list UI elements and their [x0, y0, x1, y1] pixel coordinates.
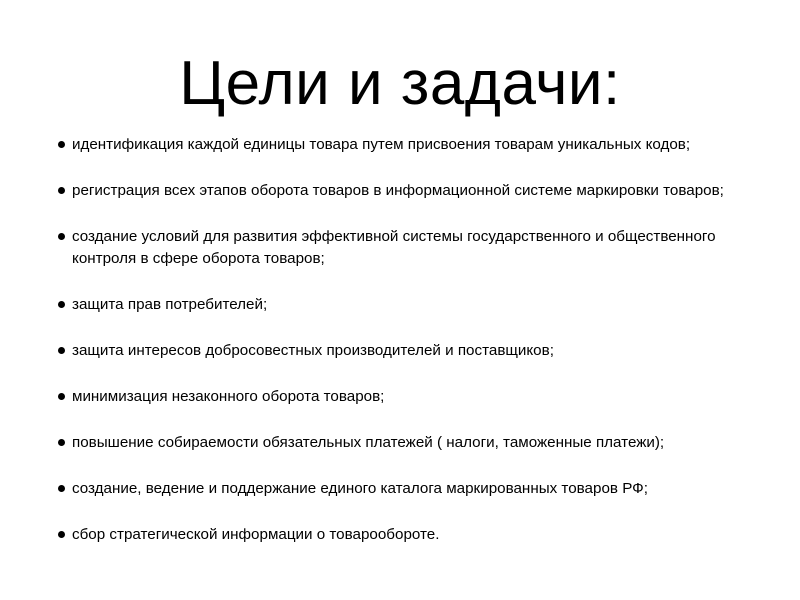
list-item-text: минимизация незаконного оборота товаров; [72, 388, 385, 405]
list-item-text: защита прав потребителей; [72, 296, 268, 313]
bullet-icon [58, 393, 65, 400]
bullet-icon [58, 531, 65, 538]
bullet-icon [58, 347, 65, 354]
list-item [58, 386, 748, 408]
list-item-text: регистрация всех этапов оборота товаров в информационной системе маркировки товаров; [72, 182, 724, 199]
bullet-icon [58, 233, 65, 240]
list-item-text: идентификация каждой единицы товара путем присвоения товарам уникальных кодов; [72, 136, 691, 153]
list-item [58, 226, 748, 270]
bullet-icon [58, 485, 65, 492]
list-item-text: создание условий для развития эффективной системы государственного и общественного контроля в сфере оборота товаров; [72, 228, 716, 267]
list-item [58, 294, 748, 316]
goals-list [58, 134, 748, 570]
bullet-icon [58, 187, 65, 194]
list-item [58, 432, 748, 454]
list-item [58, 180, 748, 202]
list-item-text: создание, ведение и поддержание единого каталога маркированных товаров РФ; [72, 480, 648, 497]
list-item [58, 134, 748, 156]
list-item-text: защита интересов добросовестных производителей и поставщиков; [72, 342, 554, 359]
slide-title: Цели и задачи: [179, 49, 621, 118]
list-item-text: повышение собираемости обязательных платежей ( налоги, таможенные платежи); [72, 434, 665, 451]
list-item-text: сбор стратегической информации о товарообороте. [72, 526, 440, 543]
bullet-icon [58, 301, 65, 308]
bullet-icon [58, 141, 65, 148]
list-item [58, 524, 748, 546]
list-item [58, 340, 748, 362]
list-item [58, 478, 748, 500]
bullet-icon [58, 439, 65, 446]
